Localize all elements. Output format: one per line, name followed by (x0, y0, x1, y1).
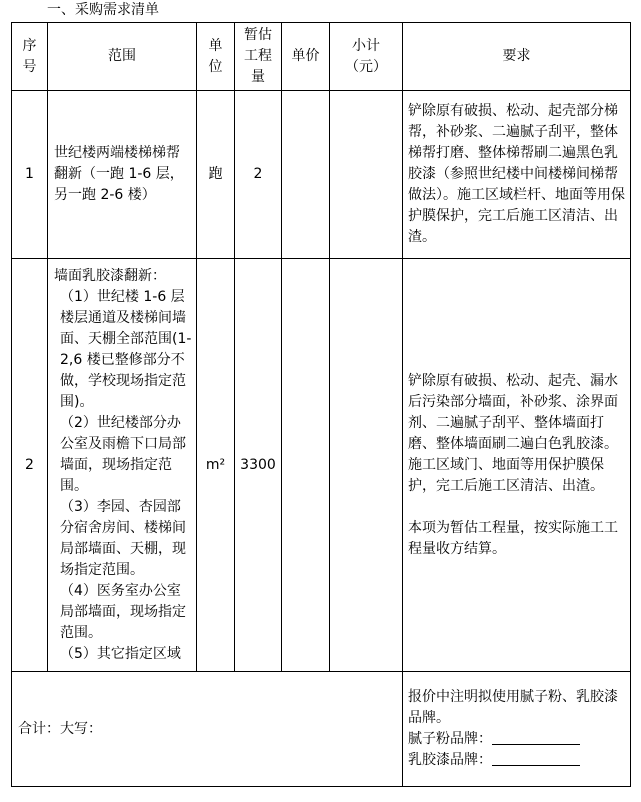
header-seq: 序 号 (12, 23, 48, 91)
row-requirements: 铲除原有破损、松动、起壳、漏水后污染部分墙面，补砂浆、涂界面剂、二遍腻子刮平、整体墙面打磨、整体墙面刷二遍白色乳胶漆。施工区域门、地面等用保护膜保护，完工后施工区清洁、出渣。 本项为暂估工程量，按实际施工工程量收方结算。 (403, 259, 631, 672)
header-unit-price: 单价 (282, 23, 330, 91)
putty-brand-blank (492, 730, 580, 745)
row-unit: 跑 (197, 91, 235, 259)
procurement-table (11, 22, 631, 787)
table-row (12, 259, 631, 672)
table-row (12, 91, 631, 259)
header-row (12, 23, 631, 91)
row-subtotal (330, 91, 403, 259)
total-row (12, 672, 631, 787)
header-requirements: 要求 (403, 23, 631, 91)
header-scope: 范围 (48, 23, 197, 91)
row-scope: 世纪楼两端楼梯梯帮翻新（一跑 1-6 层，另一跑 2-6 楼） (48, 91, 197, 259)
row-seq: 2 (12, 259, 48, 672)
row-qty: 3300 (235, 259, 282, 672)
row-subtotal (330, 259, 403, 672)
brand-cell (403, 672, 631, 787)
row-seq: 1 (12, 91, 48, 259)
row-qty: 2 (235, 91, 282, 259)
paint-brand-line: 乳胶漆品牌： (408, 750, 626, 771)
row-unit: m² (197, 259, 235, 672)
putty-brand-line: 腻子粉品牌： (408, 729, 626, 750)
brand-note: 报价中注明拟使用腻子粉、乳胶漆品牌。 (408, 689, 618, 726)
row-unit-price (282, 91, 330, 259)
requirements-note: 本项为暂估工程量，按实际施工工程量收方结算。 (408, 519, 618, 557)
row-scope: 墙面乳胶漆翻新： （1）世纪楼 1-6 层楼层通道及楼梯间墙面、天棚全部范围(1-2,6 楼已整修部分不做，学校现场指定范围)。 （2）世纪楼部分办公室及雨檐下口局部墙面，现场指定范围。 （3）李园、杏园部分宿舍房间、楼梯间局部墙面、天棚，现场指定范围。 （4）医务室办公室局部墙面，现场指定范围。 （5）其它指定区域 (48, 259, 197, 672)
header-est-qty: 暂估 工程 量 (235, 23, 282, 91)
header-unit: 单 位 (197, 23, 235, 91)
total-label: 合计：大写： (12, 672, 403, 787)
paint-brand-blank (492, 751, 580, 766)
section-title: 一、采购需求清单 (47, 2, 159, 18)
row-unit-price (282, 259, 330, 672)
row-requirements: 铲除原有破损、松动、起壳部分梯帮，补砂浆、二遍腻子刮平，整体梯帮打磨、整体梯帮刷二遍黑色乳胶漆（参照世纪楼中间楼梯间梯帮做法）。施工区域栏杆、地面等用保护膜保护，完工后施工区清洁、出渣。 (403, 91, 631, 259)
header-subtotal: 小计 （元） (330, 23, 403, 91)
